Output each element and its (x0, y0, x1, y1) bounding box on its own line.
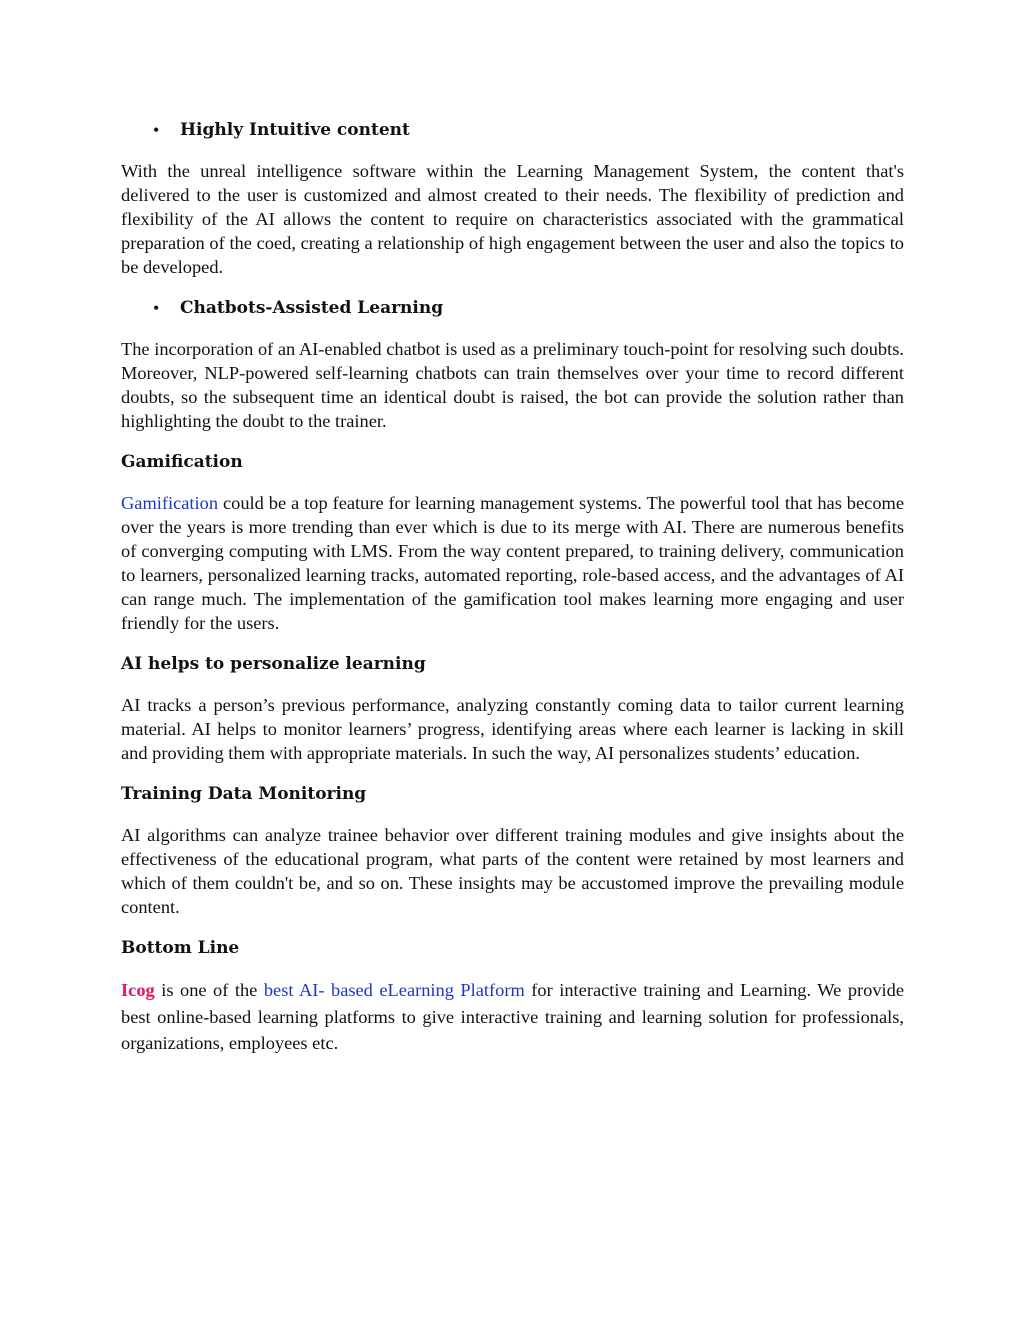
bullet-heading-intuitive-content (121, 118, 904, 142)
gamification-link[interactable]: Gamification (121, 493, 219, 513)
bullet-icon: • (153, 120, 160, 140)
heading-text: Chatbots-Assisted Learning (180, 298, 444, 318)
bullet-icon: • (153, 298, 160, 318)
paragraph-personalize-learning: AI tracks a person’s previous performance, analyzing constantly coming data to tailor current learning material. AI helps to monitor learners’ progress, identifying areas where each learner is lacking in skill and providing them with appropriate materials. In such the way, AI personalizes students’ education. (121, 695, 904, 763)
paragraph-intuitive-content: With the unreal intelligence software within the Learning Management System, the content that's delivered to the user is customized and almost created to their needs. The flexibility of prediction and flexibility of the AI allows the content to require on characteristics associated with the grammatical preparation of the coed, creating a relationship of high engagement between the user and also the topics to be developed. (121, 161, 904, 277)
heading-bottom-line: Bottom Line (121, 938, 240, 958)
heading-training-data-monitoring: Training Data Monitoring (121, 784, 367, 804)
heading-personalize-learning: AI helps to personalize learning (121, 654, 426, 674)
paragraph-chatbots: The incorporation of an AI-enabled chatbot is used as a preliminary touch-point for resolving such doubts. Moreover, NLP-powered self-learning chatbots can train themselves over your time to record different doubts, so the subsequent time an identical doubt is raised, the bot can provide the solution rather than highlighting the doubt to the trainer. (121, 339, 904, 431)
paragraph-gamification-text: could be a top feature for learning management systems. The powerful tool that has become over the years is more trending than ever which is due to its merge with AI. There are numerous benefits of converging computing with LMS. From the way content prepared, to training delivery, communication to learners, personalized learning tracks, automated reporting, role-based access, and the advantages of AI can range much. The implementation of the gamification tool makes learning more engaging and user friendly for the users. (121, 493, 904, 633)
brand-name: Icog (121, 980, 155, 1000)
bullet-heading-chatbots (121, 296, 904, 320)
paragraph-training-data-monitoring: AI algorithms can analyze trainee behavior over different training modules and give insights about the effectiveness of the educational program, what parts of the content were retained by most learners and which of them couldn't be, and so on. These insights may be accustomed improve the prevailing module content. (121, 825, 904, 917)
elearning-platform-link[interactable]: best AI- based eLearning Platform (263, 980, 525, 1000)
paragraph-bottom-line (121, 977, 904, 1057)
bottom-text-before-link: is one of the (154, 980, 264, 1000)
heading-gamification: Gamification (121, 452, 243, 472)
bottom-text-after-link: for interactive training and Learning. We provide best online-based learning platforms to give interactive training and learning solution for professionals, organizations, employees etc. (121, 980, 904, 1053)
heading-text: Highly Intuitive content (180, 120, 410, 140)
document-page (121, 118, 904, 1057)
paragraph-gamification (121, 491, 904, 635)
